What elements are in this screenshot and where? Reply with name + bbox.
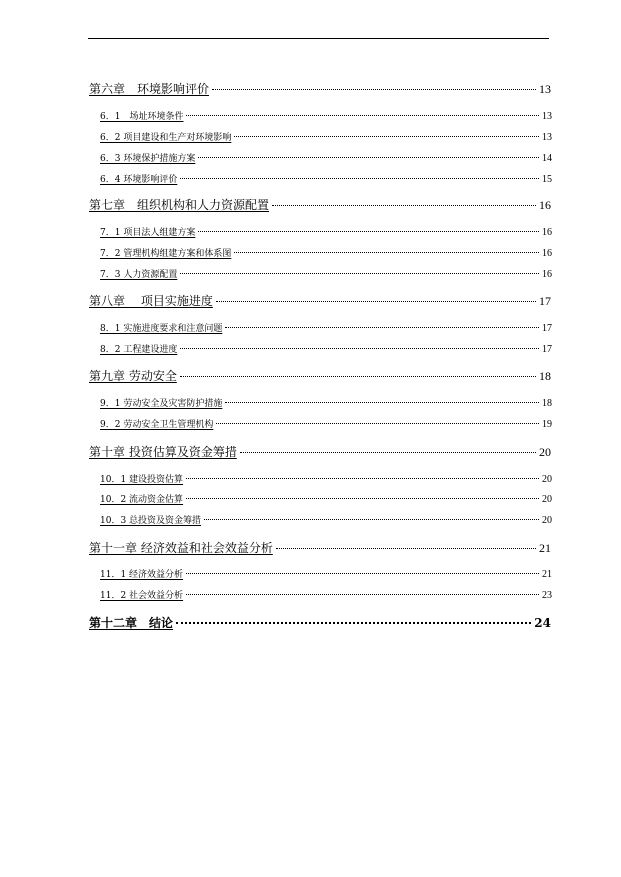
toc-section-6-2[interactable] [100,130,552,143]
toc-section-8-1[interactable] [100,321,552,334]
toc-section-7-1[interactable] [100,225,552,238]
toc-page-number: 20 [542,474,552,485]
toc-entry-label: 第八章 项目实施进度 [89,294,213,308]
toc-section-9-1[interactable] [100,396,552,409]
toc-chapter-8[interactable] [89,292,551,309]
toc-page-number: 14 [542,153,552,164]
toc-leader [186,478,539,479]
toc-leader [225,327,539,328]
toc-entry-label: 6．3 环境保护措施方案 [100,154,196,164]
toc-leader [198,231,539,232]
toc-page-number: 20 [539,445,551,459]
toc-section-7-2[interactable] [100,246,552,259]
toc-section-10-2[interactable] [100,492,552,505]
toc-page-number: 16 [542,227,552,238]
toc-chapter-6[interactable] [89,80,551,97]
toc-section-7-3[interactable] [100,267,552,280]
toc-leader [272,205,536,206]
toc-leader [216,423,539,424]
toc-page-number: 16 [539,198,551,212]
toc-entry-label: 第九章 劳动安全 [89,369,177,383]
toc-entry-label: 7．3 人力资源配置 [100,270,178,280]
toc-entry-label: 11．1 经济效益分析 [100,570,184,580]
toc-page-number: 13 [539,82,551,96]
toc-entry-label: 8．1 实施进度要求和注意问题 [100,324,223,334]
toc-page-number: 16 [542,248,552,259]
toc-leader [198,157,539,158]
toc-section-10-1[interactable] [100,472,552,485]
toc-leader [180,273,539,274]
toc-page-number: 24 [534,616,551,630]
toc-entry-label: 10．2 流动资金估算 [100,495,184,505]
toc-entry-label: 第十一章 经济效益和社会效益分析 [89,541,273,555]
toc-entry-label: 6．1 场址环境条件 [100,112,184,122]
toc-leader [234,252,539,253]
toc-page-number: 17 [542,323,552,334]
toc-section-9-2[interactable] [100,417,552,430]
toc-section-11-2[interactable] [100,588,552,601]
toc-leader [186,498,539,499]
toc-entry-label: 10．1 建设投资估算 [100,475,184,485]
toc-entry-label: 6．4 环境影响评价 [100,175,178,185]
toc-leader [234,136,539,137]
toc-page-number: 23 [542,590,552,601]
toc-chapter-11[interactable] [89,539,551,556]
toc-entry-label: 第十二章 结论 [89,616,174,630]
toc-page-number: 19 [542,419,552,430]
toc-entry-label: 9．1 劳动安全及灾害防护措施 [100,399,223,409]
toc-entry-label: 7．2 管理机构组建方案和体系图 [100,249,232,259]
toc-chapter-10[interactable] [89,443,551,460]
toc-page-number: 20 [542,494,552,505]
toc-chapter-7[interactable] [89,196,551,213]
toc-page-number: 21 [539,541,551,555]
toc-chapter-12[interactable] [89,614,551,631]
toc-entry-label: 第七章 组织机构和人力资源配置 [89,198,270,212]
toc-chapter-9[interactable] [89,367,551,384]
toc-leader [176,622,531,624]
toc-leader [276,548,536,549]
toc-entry-label: 10．3 总投资及资金筹措 [100,516,202,526]
toc-section-10-3[interactable] [100,513,552,526]
toc-leader [186,115,539,116]
toc-leader [216,301,536,302]
toc-section-6-1[interactable] [100,109,552,122]
toc-page-number: 16 [542,269,552,280]
toc-entry-label: 9．2 劳动安全卫生管理机构 [100,420,214,430]
toc-section-6-3[interactable] [100,151,552,164]
toc-leader [204,519,539,520]
toc-entry-label: 6．2 项目建设和生产对环境影响 [100,133,232,143]
toc-page-number: 17 [542,344,552,355]
toc-page-number: 18 [539,369,551,383]
toc-page-number: 13 [542,132,552,143]
toc-leader [180,348,539,349]
toc-section-6-4[interactable] [100,172,552,185]
toc-leader [212,89,536,90]
toc-page-number: 13 [542,111,552,122]
toc-entry-label: 第十章 投资估算及资金筹措 [89,445,237,459]
toc-entry-label: 7．1 项目法人组建方案 [100,228,196,238]
toc-leader [186,573,539,574]
toc-page-number: 17 [539,294,551,308]
toc-page-number: 18 [542,398,552,409]
toc-section-8-2[interactable] [100,342,552,355]
toc-leader [180,376,536,377]
toc-leader [186,594,539,595]
toc-page-number: 15 [542,174,552,185]
toc-entry-label: 11．2 社会效益分析 [100,591,184,601]
toc-page-number: 20 [542,515,552,526]
toc-leader [180,178,539,179]
toc-leader [240,452,536,453]
toc-entry-label: 第六章 环境影响评价 [89,82,210,96]
toc-leader [225,402,539,403]
toc-section-11-1[interactable] [100,567,552,580]
toc-page-number: 21 [542,569,552,580]
toc-entry-label: 8．2 工程建设进度 [100,345,178,355]
